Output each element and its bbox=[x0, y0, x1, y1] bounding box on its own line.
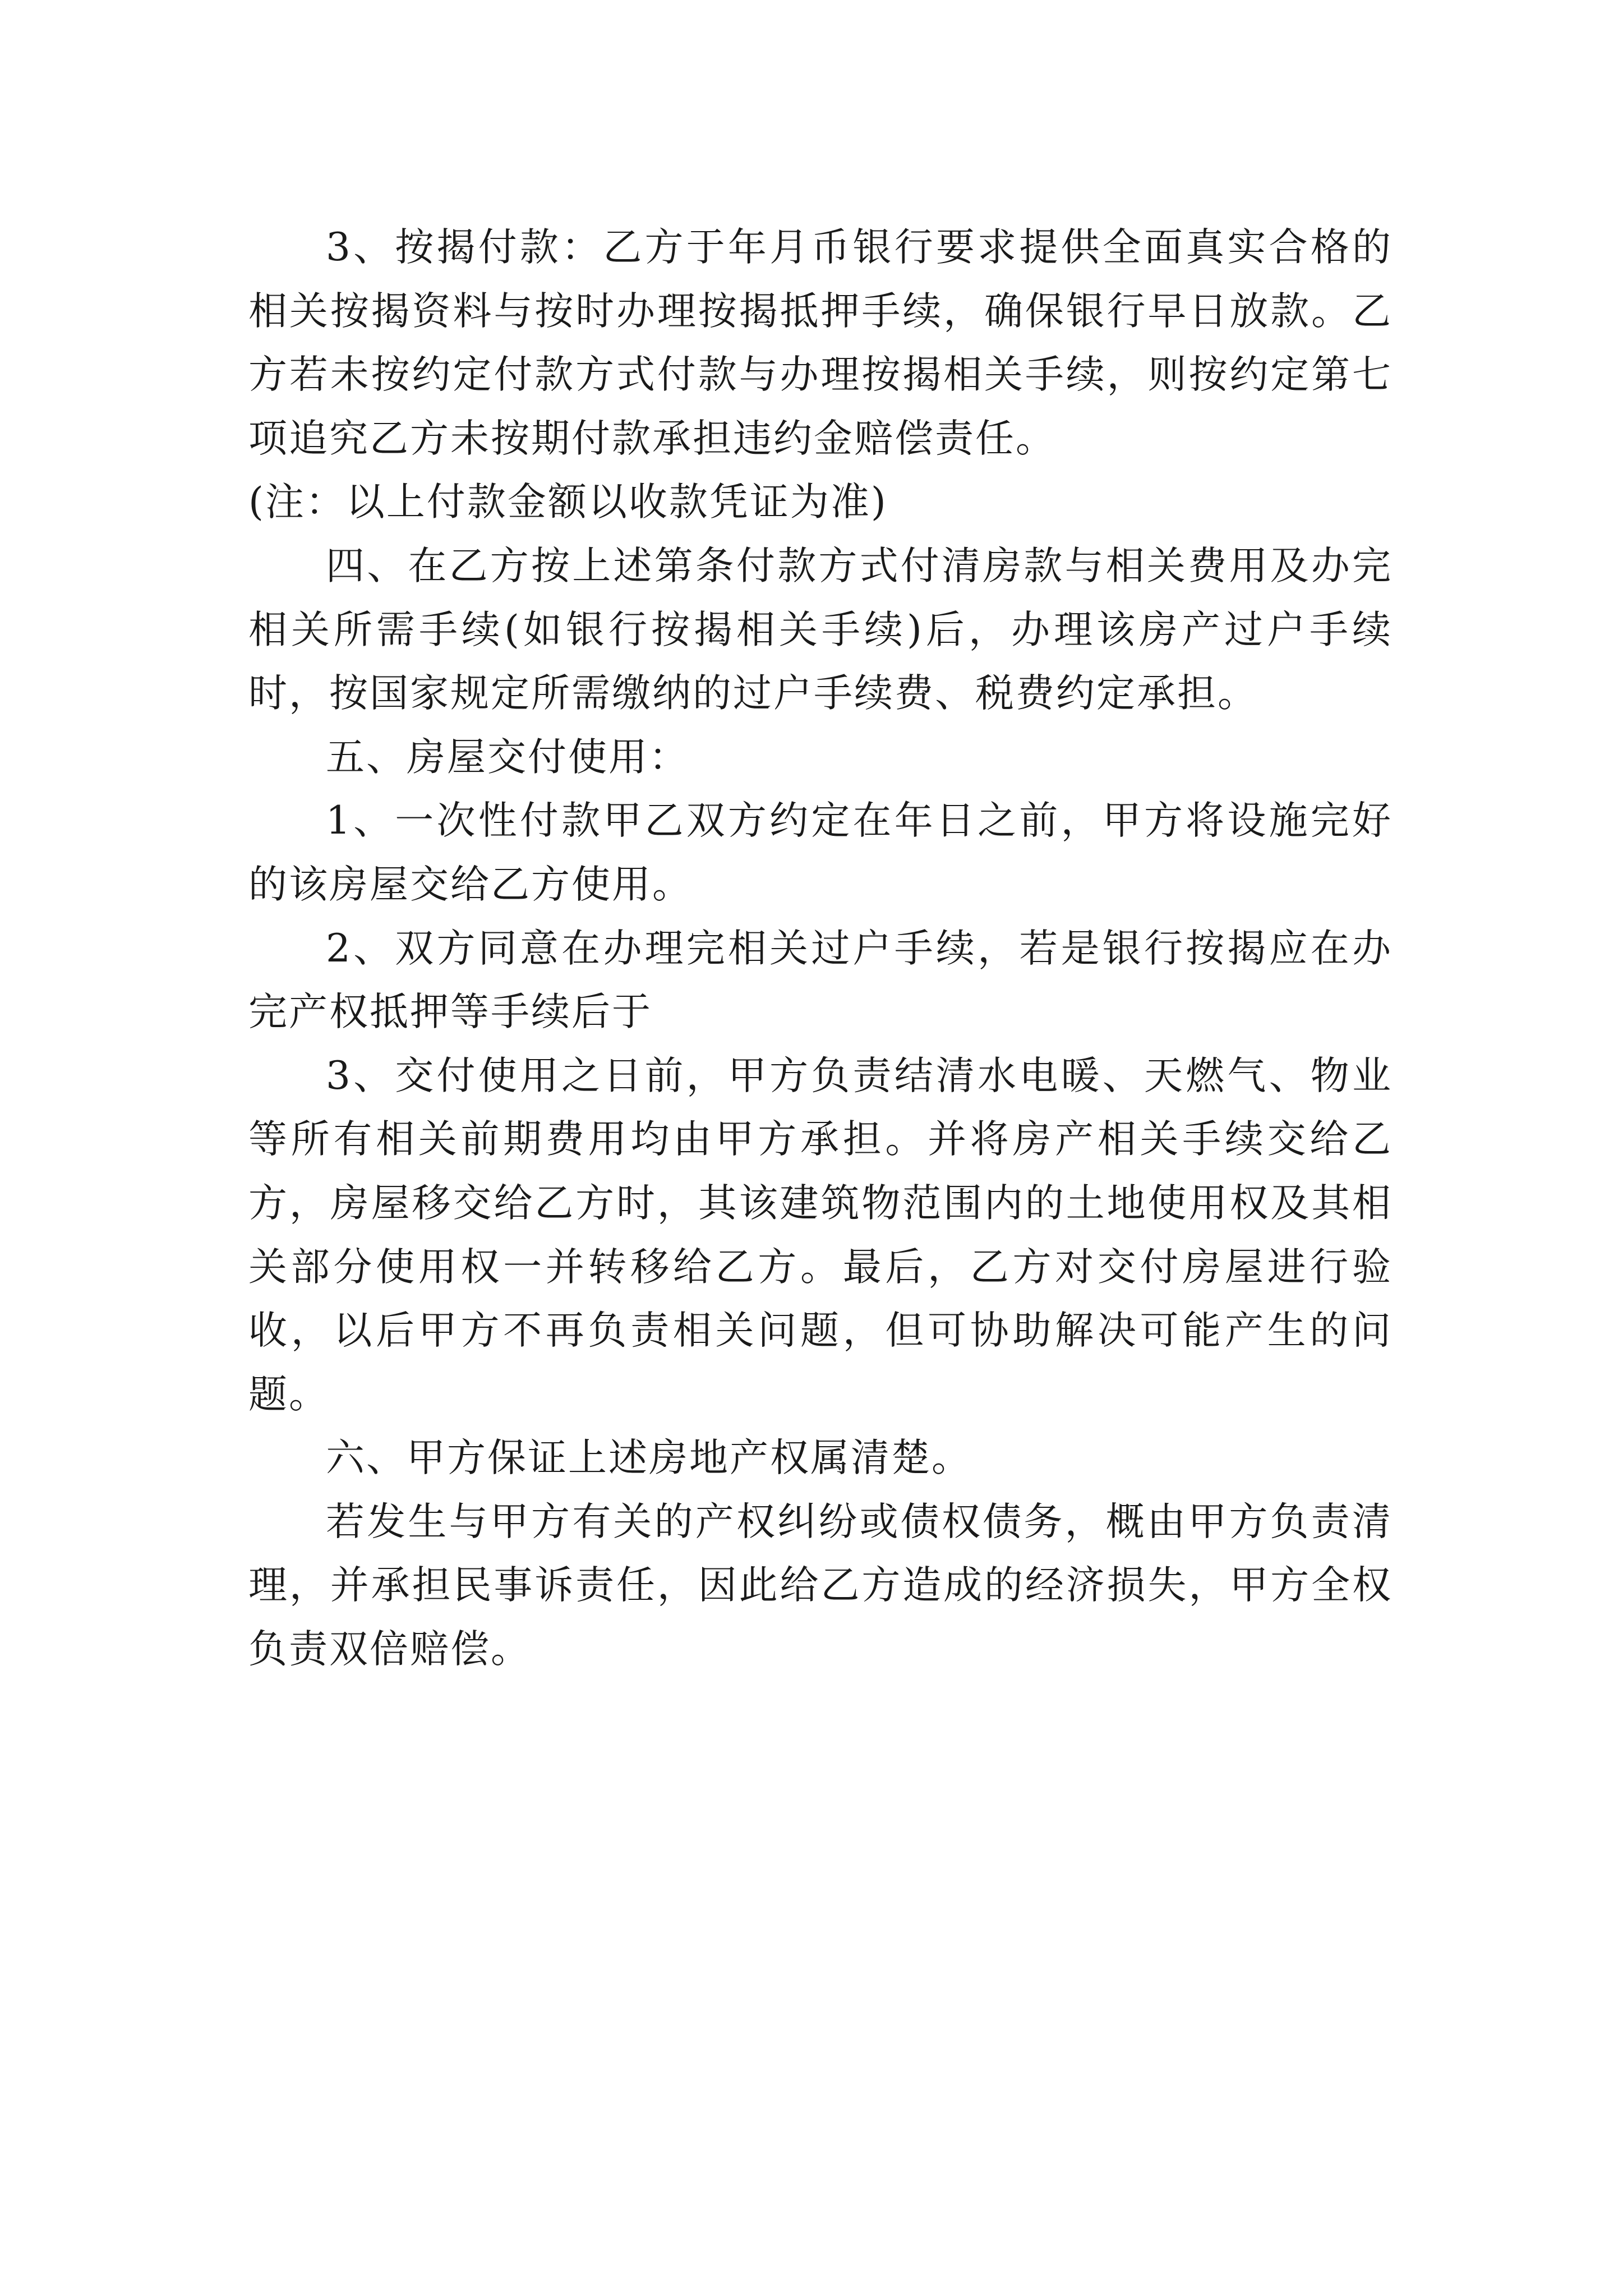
paragraph-transfer-fees: 四、在乙方按上述第条付款方式付清房款与相关费用及办完相关所需手续(如银行按揭相关手续)后，办理该房产过户手续时，按国家规定所需缴纳的过户手续费、税费约定承担。 bbox=[248, 543, 1393, 716]
paragraph-delivery-lump-sum: 1、一次性付款甲乙双方约定在年日之前，甲方将设施完好的该房屋交给乙方使用。 bbox=[248, 798, 1393, 907]
paragraph-delivery-settlement: 3、交付使用之日前，甲方负责结清水电暖、天燃气、物业等所有相关前期费用均由甲方承担。并将房产相关手续交给乙方，房屋移交给乙方时，其该建筑物范围内的土地使用权及其相关部分使用权一并转移给乙方。最后，乙方对交付房屋进行验收，以后甲方不再负责相关问题，但可协助解决可能产生的问题。 bbox=[248, 1053, 1393, 1417]
paragraph-delivery-heading: 五、房屋交付使用： bbox=[326, 734, 689, 780]
paragraph-payment-note: (注：以上付款金额以收款凭证为准) bbox=[248, 480, 888, 525]
paragraph-title-guarantee: 六、甲方保证上述房地产权属清楚。 bbox=[326, 1435, 972, 1481]
paragraph-mortgage-payment: 3、按揭付款：乙方于年月币银行要求提供全面真实合格的相关按揭资料与按时办理按揭抵押手续，确保银行早日放款。乙方若未按约定付款方式付款与办理按揭相关手续，则按约定第七项追究乙方未按期付款承担违约金赔偿责任。 bbox=[248, 225, 1393, 461]
paragraph-dispute-liability: 若发生与甲方有关的产权纠纷或债权债务，概由甲方负责清理，并承担民事诉责任，因此给乙方造成的经济损失，甲方全权负责双倍赔偿。 bbox=[248, 1499, 1393, 1672]
paragraph-delivery-after-transfer: 2、双方同意在办理完相关过户手续，若是银行按揭应在办完产权抵押等手续后于 bbox=[248, 926, 1393, 1035]
document-body bbox=[248, 216, 1393, 1682]
